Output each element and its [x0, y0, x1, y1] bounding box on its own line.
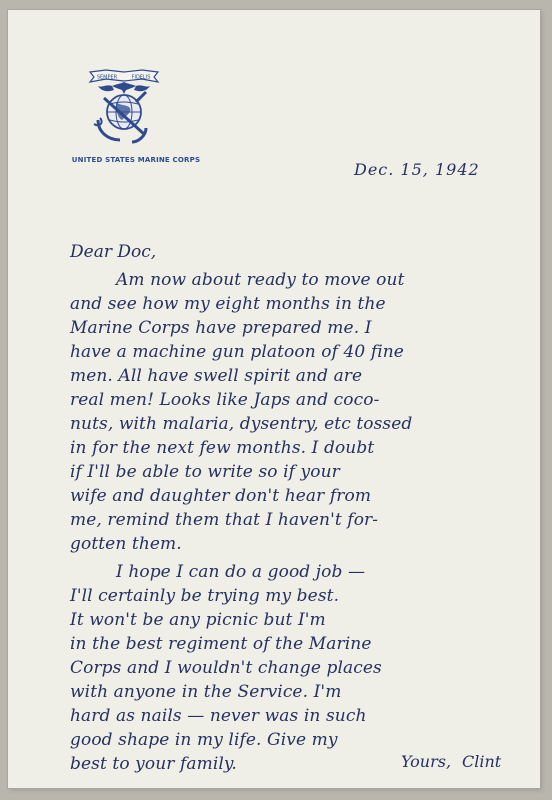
- letter-line: with anyone in the Service. I'm: [70, 682, 342, 702]
- letter-line: hard as nails — never was in such: [70, 706, 367, 726]
- letter-line: gotten them.: [70, 534, 182, 554]
- letter-sheet: [8, 10, 540, 788]
- motto-right: FIDELIS: [131, 74, 151, 81]
- letter-line: men. All have swell spirit and are: [70, 366, 363, 386]
- motto-left: SEMPER: [96, 74, 118, 81]
- letter-line: Am now about ready to move out: [116, 270, 405, 290]
- letter-line: I hope I can do a good job —: [116, 562, 366, 582]
- letter-line: wife and daughter don't hear from: [70, 486, 372, 506]
- letter-line: Marine Corps have prepared me. I: [70, 318, 372, 338]
- letter-line: best to your family.: [70, 754, 237, 774]
- letter-line: in the best regiment of the Marine: [70, 634, 372, 654]
- letter-line: I'll certainly be trying my best.: [70, 586, 340, 606]
- letter-line: me, remind them that I haven't for-: [70, 510, 379, 530]
- letter-line: and see how my eight months in the: [70, 294, 386, 314]
- letter-closing: Yours,: [401, 752, 452, 771]
- letter-line: Corps and I wouldn't change places: [70, 658, 382, 678]
- letter-line: in for the next few months. I doubt: [70, 438, 375, 458]
- letter-line: It won't be any picnic but I'm: [70, 610, 326, 630]
- letter-salutation: Dear Doc,: [70, 242, 157, 262]
- letter-line: have a machine gun platoon of 40 fine: [70, 342, 404, 362]
- letterhead-organization: UNITED STATES MARINE CORPS: [71, 156, 201, 164]
- letter-line: good shape in my life. Give my: [70, 730, 338, 750]
- letter-line: nuts, with malaria, dysentry, etc tossed: [70, 414, 413, 434]
- letter-signature: Clint: [462, 752, 502, 771]
- letter-date: Dec. 15, 1942: [354, 160, 480, 179]
- letter-line: real men! Looks like Japs and coco-: [70, 390, 380, 410]
- letter-line: if I'll be able to write so if your: [70, 462, 340, 482]
- eagle-globe-anchor-emblem: [86, 62, 162, 146]
